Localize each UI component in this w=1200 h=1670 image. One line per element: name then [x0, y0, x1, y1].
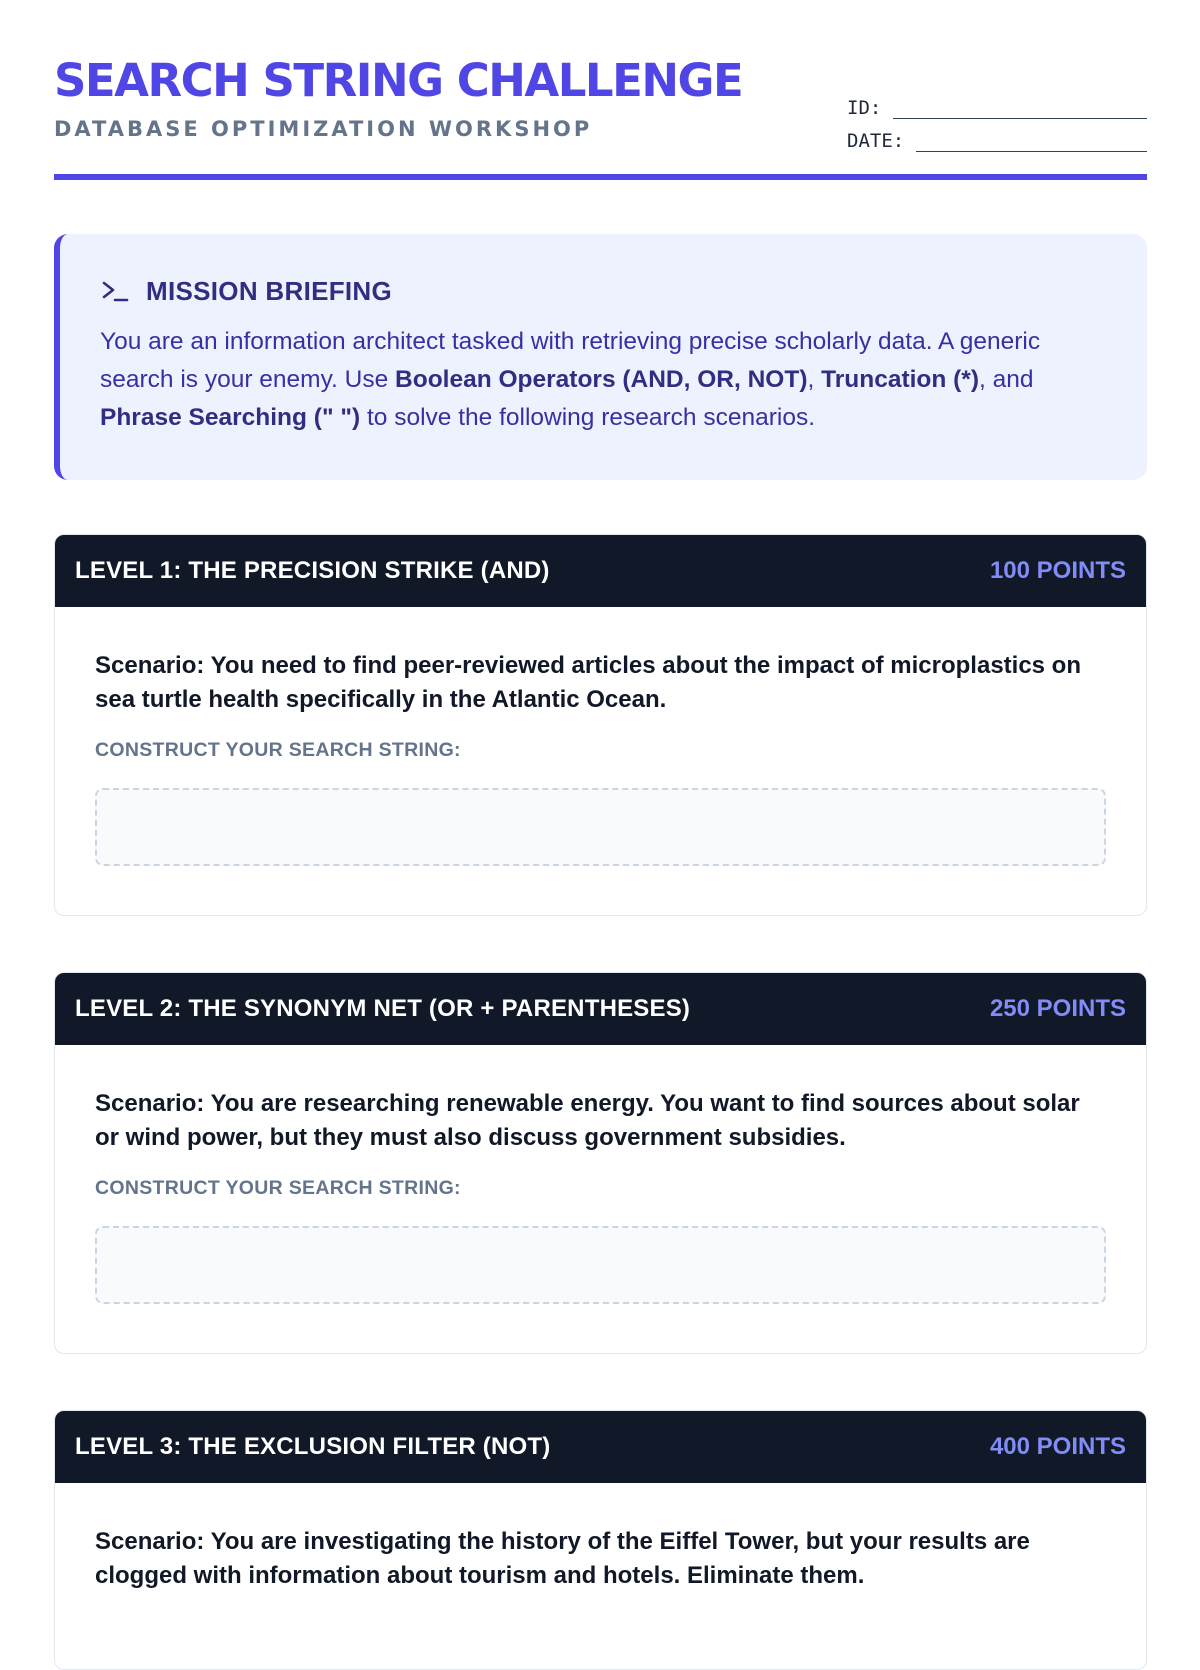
briefing-text — [100, 323, 1103, 437]
page-title: SEARCH STRING CHALLENGE — [54, 54, 743, 107]
level-2-search-string-input[interactable] — [95, 1226, 1106, 1304]
level-1-search-string-input[interactable] — [95, 788, 1106, 866]
level-3-body — [55, 1483, 1146, 1655]
briefing-bold-boolean: Boolean Operators (AND, OR, NOT) — [395, 366, 808, 393]
level-1-title: LEVEL 1: THE PRECISION STRIKE (AND) — [75, 557, 550, 584]
id-field[interactable] — [847, 86, 1147, 119]
level-1-card — [54, 534, 1147, 916]
level-1-header — [55, 535, 1146, 607]
level-2-card — [54, 972, 1147, 1354]
id-label: ID: — [847, 97, 882, 119]
level-2-points: 250 POINTS — [989, 995, 1126, 1022]
briefing-text-part: , — [807, 366, 822, 393]
level-3-scenario: Scenario: You are investigating the history of the Eiffel Tower, but your results are clogged with information about tourism and hotels. Eliminate them. — [95, 1528, 1030, 1589]
level-2-scenario: Scenario: You are researching renewable energy. You want to find sources about solar or wind power, but they must also discuss government subsidies. — [95, 1090, 1080, 1151]
briefing-text-part: , and — [979, 366, 1034, 393]
header-divider — [54, 174, 1147, 180]
date-label: DATE: — [847, 130, 905, 152]
meta-fields — [847, 86, 1147, 152]
briefing-header — [100, 276, 1103, 307]
worksheet-page — [54, 0, 1147, 1589]
level-2-body — [55, 1045, 1146, 1344]
level-1-body — [55, 607, 1146, 906]
briefing-bold-phrase: Phrase Searching (" ") — [100, 404, 361, 431]
level-2-title: LEVEL 2: THE SYNONYM NET (OR + PARENTHESES) — [75, 995, 691, 1022]
terminal-prompt-icon — [100, 277, 130, 307]
worksheet-header — [54, 0, 1147, 182]
level-1-scenario: Scenario: You need to find peer-reviewed articles about the impact of microplastics on sea turtle health specifically in the Atlantic Ocean. — [95, 652, 1082, 713]
briefing-text-part: to solve the following research scenarios. — [360, 404, 815, 431]
page-subtitle: DATABASE OPTIMIZATION WORKSHOP — [54, 117, 593, 141]
date-blank-line[interactable] — [916, 129, 1147, 152]
level-1-construct-label: CONSTRUCT YOUR SEARCH STRING: — [95, 739, 461, 761]
level-2-header — [55, 973, 1146, 1045]
level-2-construct-label: CONSTRUCT YOUR SEARCH STRING: — [95, 1177, 461, 1199]
level-1-points: 100 POINTS — [989, 557, 1126, 584]
level-3-header — [55, 1411, 1146, 1483]
briefing-title: MISSION BRIEFING — [146, 276, 393, 306]
level-3-title: LEVEL 3: THE EXCLUSION FILTER (NOT) — [75, 1433, 551, 1460]
id-blank-line[interactable] — [893, 96, 1147, 119]
briefing-text-part: You are an information architect tasked with retrieving precise scholarly data. A generic search is your enemy. Use — [100, 328, 1041, 393]
briefing-bold-truncation: Truncation (*) — [821, 366, 979, 393]
mission-briefing — [54, 234, 1147, 480]
date-field[interactable] — [847, 119, 1147, 152]
level-3-points: 400 POINTS — [989, 1433, 1126, 1460]
level-3-card — [54, 1410, 1147, 1670]
